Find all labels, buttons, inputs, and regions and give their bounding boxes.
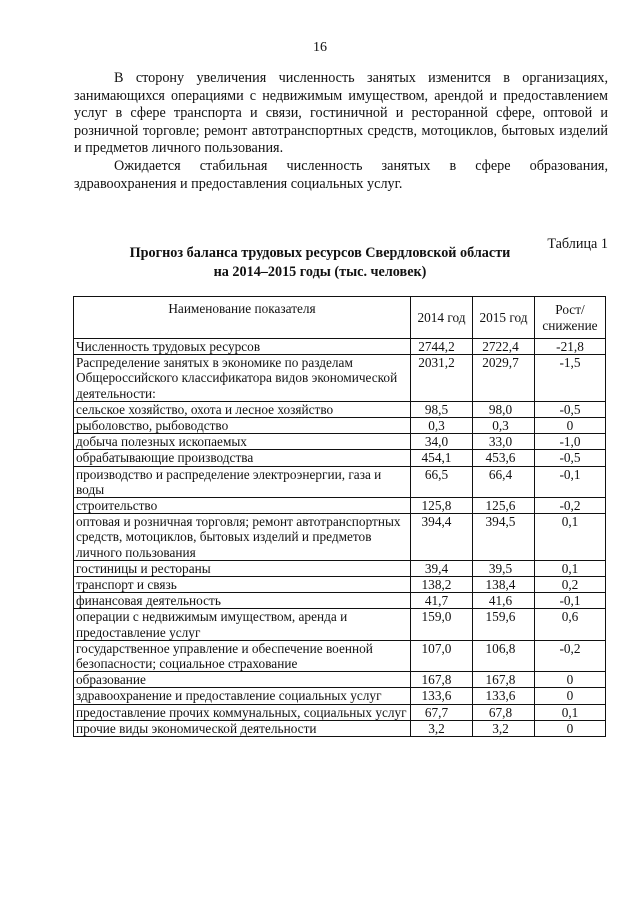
cell-indicator-name: предоставление прочих коммунальных, социальных услуг (74, 704, 411, 720)
cell-change: 0 (535, 688, 606, 704)
table-row (74, 434, 606, 450)
table-row (74, 577, 606, 593)
cell-change: 0,2 (535, 577, 606, 593)
cell-indicator-name: здравоохранение и предоставление социальных услуг (74, 688, 411, 704)
table-title-line-2: на 2014–2015 годы (тыс. человек) (213, 264, 427, 280)
cell-value-2015: 98,0 (473, 401, 535, 417)
cell-indicator-name: рыболовство, рыбоводство (74, 418, 411, 434)
table-row (74, 593, 606, 609)
cell-change: 0,6 (535, 609, 606, 640)
cell-value-2014: 0,3 (411, 418, 473, 434)
table-row (74, 418, 606, 434)
cell-value-2014: 167,8 (411, 672, 473, 688)
table-row (74, 401, 606, 417)
cell-value-2015: 33,0 (473, 434, 535, 450)
header-2015: 2015 год (473, 297, 535, 339)
cell-value-2014: 2744,2 (411, 339, 473, 355)
cell-value-2014: 66,5 (411, 466, 473, 497)
table-row (74, 514, 606, 561)
table-row (74, 704, 606, 720)
cell-change: -0,5 (535, 401, 606, 417)
cell-value-2014: 159,0 (411, 609, 473, 640)
header-change-line-1: Рост/ (555, 302, 585, 318)
cell-indicator-name: операции с недвижимым имуществом, аренда и предоставление услуг (74, 609, 411, 640)
cell-change: -0,1 (535, 593, 606, 609)
cell-indicator-name: производство и распределение электроэнергии, газа и воды (74, 466, 411, 497)
cell-indicator-name: добыча полезных ископаемых (74, 434, 411, 450)
header-indicator-name: Наименование показателя (74, 297, 411, 339)
cell-change: 0,1 (535, 704, 606, 720)
cell-value-2014: 39,4 (411, 560, 473, 576)
cell-value-2014: 107,0 (411, 640, 473, 671)
cell-change: -0,2 (535, 640, 606, 671)
cell-change: 0 (535, 720, 606, 736)
header-change-line-2: снижение (542, 317, 598, 333)
table-row (74, 498, 606, 514)
cell-value-2014: 3,2 (411, 720, 473, 736)
cell-value-2015: 133,6 (473, 688, 535, 704)
page-number: 16 (313, 40, 327, 55)
cell-value-2015: 41,6 (473, 593, 535, 609)
table-row (74, 609, 606, 640)
cell-value-2014: 67,7 (411, 704, 473, 720)
cell-indicator-name: сельское хозяйство, охота и лесное хозяйство (74, 401, 411, 417)
paragraph-employment-growth: В сторону увеличения численность занятых изменится в организациях, занимающихся операциями с недвижимым имуществом, арендой и предоставлением услуг в сфере транспорта и связи, гостиничной и ресторанной сфере, оптовой и розничной торговле; ремонт автотранспортных средств, мотоциклов, бытовых изделий и предметов личного пользования. (74, 70, 608, 156)
cell-indicator-name: обрабатывающие производства (74, 450, 411, 466)
cell-change: 0,1 (535, 514, 606, 561)
cell-value-2014: 41,7 (411, 593, 473, 609)
cell-change: -1,5 (535, 355, 606, 402)
table-row (74, 450, 606, 466)
cell-change: -0,2 (535, 498, 606, 514)
table-row (74, 339, 606, 355)
paragraph-stable-employment: Ожидается стабильная численность занятых в сфере образования, здравоохранения и предоставления социальных услуг. (74, 158, 608, 192)
header-2014: 2014 год (411, 297, 473, 339)
cell-value-2015: 125,6 (473, 498, 535, 514)
table-row (74, 355, 606, 402)
cell-change: -1,0 (535, 434, 606, 450)
cell-value-2015: 2722,4 (473, 339, 535, 355)
table-row (74, 672, 606, 688)
cell-value-2015: 3,2 (473, 720, 535, 736)
header-change (535, 297, 606, 339)
cell-value-2015: 39,5 (473, 560, 535, 576)
table-label: Таблица 1 (547, 236, 608, 252)
cell-value-2015: 67,8 (473, 704, 535, 720)
cell-indicator-name: строительство (74, 498, 411, 514)
table-row (74, 560, 606, 576)
table-row (74, 720, 606, 736)
table-title (0, 244, 640, 282)
cell-indicator-name: финансовая деятельность (74, 593, 411, 609)
cell-indicator-name: образование (74, 672, 411, 688)
cell-value-2014: 454,1 (411, 450, 473, 466)
table-header-row (74, 297, 606, 339)
cell-change: 0,1 (535, 560, 606, 576)
table-row (74, 466, 606, 497)
cell-indicator-name: гостиницы и рестораны (74, 560, 411, 576)
cell-change: -21,8 (535, 339, 606, 355)
cell-value-2015: 167,8 (473, 672, 535, 688)
cell-indicator-name: оптовая и розничная торговля; ремонт автотранспортных средств, мотоциклов, бытовых изделий и предметов личного пользования (74, 514, 411, 561)
cell-value-2015: 394,5 (473, 514, 535, 561)
cell-value-2015: 159,6 (473, 609, 535, 640)
cell-change: -0,1 (535, 466, 606, 497)
cell-change: 0 (535, 672, 606, 688)
cell-value-2014: 98,5 (411, 401, 473, 417)
labor-balance-table (73, 296, 606, 737)
cell-indicator-name: транспорт и связь (74, 577, 411, 593)
cell-value-2014: 394,4 (411, 514, 473, 561)
cell-value-2014: 125,8 (411, 498, 473, 514)
cell-change: -0,5 (535, 450, 606, 466)
cell-indicator-name: Численность трудовых ресурсов (74, 339, 411, 355)
cell-value-2015: 453,6 (473, 450, 535, 466)
cell-value-2014: 2031,2 (411, 355, 473, 402)
cell-value-2015: 0,3 (473, 418, 535, 434)
cell-value-2014: 133,6 (411, 688, 473, 704)
cell-indicator-name: прочие виды экономической деятельности (74, 720, 411, 736)
cell-change: 0 (535, 418, 606, 434)
cell-indicator-name: государственное управление и обеспечение военной безопасности; социальное страхование (74, 640, 411, 671)
cell-value-2015: 138,4 (473, 577, 535, 593)
table-row (74, 640, 606, 671)
table-title-line-1: Прогноз баланса трудовых ресурсов Свердловской области (129, 245, 511, 261)
table-row (74, 688, 606, 704)
cell-value-2014: 34,0 (411, 434, 473, 450)
cell-value-2015: 66,4 (473, 466, 535, 497)
cell-value-2015: 2029,7 (473, 355, 535, 402)
cell-value-2015: 106,8 (473, 640, 535, 671)
cell-value-2014: 138,2 (411, 577, 473, 593)
cell-indicator-name: Распределение занятых в экономике по разделам Общероссийского классификатора видов экономической деятельности: (74, 355, 411, 402)
